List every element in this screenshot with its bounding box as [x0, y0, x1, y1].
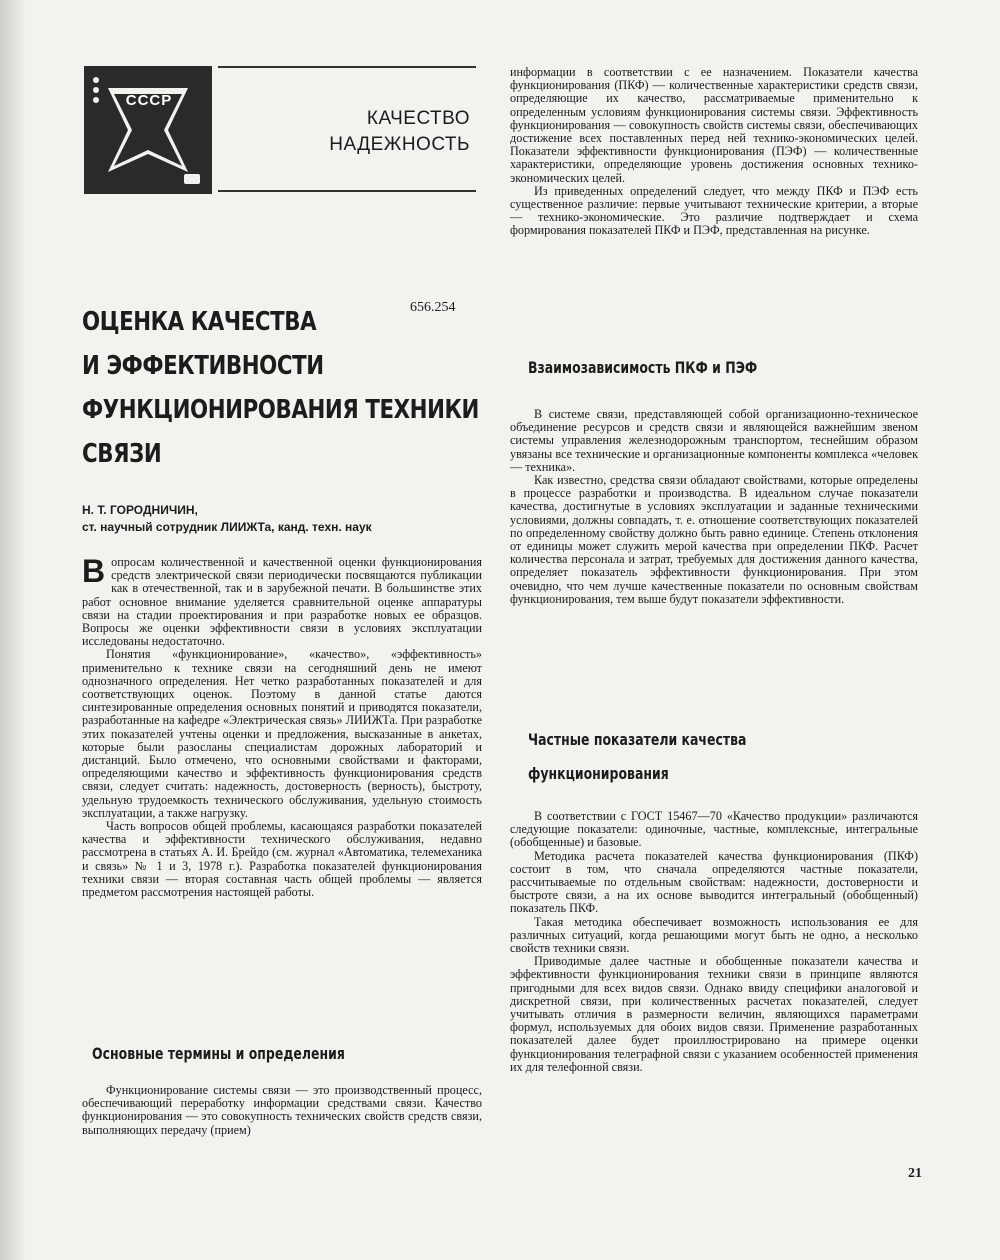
author-block [82, 502, 372, 536]
paragraph: Понятия «функционирование», «качество», «эффективность» применительно к технике связи на сегодняшний день не имеют однозначного определения. Нет четко разработанных показателей и для соответствующих оценок. Поэтому в данной статье даются синтезированные определения основных понятий и приводятся показатели, разработанные на кафедре «Электрическая связь» ЛИИЖТа. При разработке этих показателей учтены оценки и предложения, высказанные в анкетах, которые были разосланы специалистам дорожных лабораторий и дистанций. Было отмечено, что основными свойствами и факторами, определяющими качество и эффективность функционирования средств связи, следует считать: надежность, достоверность (верность), быстроту, удельную трудоемкость технического обслуживания, удельную стоимость эксплуатации, а также нагрузку. [82, 647, 482, 820]
udc-code: 656.254 [410, 300, 456, 315]
paragraph: информации в соответствии с ее назначением. Показатели качества функционирования (ПКФ) — количественные характеристики средств связи, определяющие их качество, рассматриваемые применительно к определенным условиям функционирования системы связи. Эффективность функционирования — совокупность свойств системы связи, обеспечивающих достижение всех поставленных перед ней технико-экономических целей. Показатели эффективности функционирования (ПЭФ) — количественные характеристики, определяющие уровень достижения основных технико-экономических целей. [510, 65, 918, 185]
paragraph: Такая методика обеспечивает возможность использования ее для различных ситуаций, когда решающими могут быть не одно, а несколько свойств техники связи. [510, 914, 918, 956]
section-heading-interdependence: Взаимозависимость ПКФ и ПЭФ [528, 358, 758, 377]
paragraph: В соответствии с ГОСТ 15467—70 «Качество продукции» различаются следующие показатели: одиночные, частные, комплексные, интегральные (обобщенные) и базовые. [510, 809, 918, 850]
rubric [300, 106, 470, 158]
quality-mark-logo [84, 66, 212, 194]
section-heading-partial-line-1: Частные показатели качества [528, 730, 747, 749]
title-line: И ЭФФЕКТИВНОСТИ [82, 351, 324, 381]
paragraph: Функционирование системы связи — это производственный процесс, обеспечивающий переработку информации средствами связи. Качество функционирования — это совокупность технических свойств средств связи, выполняющих передачу (прием) [82, 1083, 482, 1137]
header-rule-bottom [218, 190, 476, 192]
section-heading-terms: Основные термины и определения [92, 1044, 345, 1063]
author-affiliation: ст. научный сотрудник ЛИИЖТа, канд. техн. наук [82, 520, 372, 534]
author-name: Н. Т. ГОРОДНИЧИН, [82, 503, 198, 517]
title-line: ФУНКЦИОНИРОВАНИЯ ТЕХНИКИ [82, 395, 479, 425]
paragraph: В системе связи, представляющей собой организационно-техническое объединение ресурсов и средств связи и являющейся важнейшим звеном системы управления железнодорожным транспортом, теснейшим образом увязаны все технические и организационные компоненты комплекса «человек — техника». [510, 407, 918, 474]
column-right-bottom [510, 810, 918, 1074]
column-left-top [82, 553, 482, 900]
section-heading-partial-line-2: функционирования [528, 764, 669, 783]
column-right-middle [510, 408, 918, 606]
page-gutter-shadow [0, 0, 26, 1260]
logo-text: СССР [125, 92, 173, 109]
rubric-line-2: НАДЕЖНОСТЬ [329, 134, 470, 155]
paragraph: Из приведенных определений следует, что между ПКФ и ПЭФ есть существенное различие: первые учитывают технические критерии, а вторые — технико-экономические. Это различие подтверждает и схема формирования показателей ПКФ и ПЭФ, представленная на рисунке. [510, 183, 918, 238]
paragraph: Приводимые далее частные и обобщенные показатели качества и эффективности функционирования техники связи в принципе являются пригодными для всех видов связи. Однако ввиду специфики аналоговой и дискретной связи, при количественных расчетах показателей, следует учитывать отличия в размерности величин, являющихся параметрами формул, используемых для обоих видов связи. Применение разработанных показателей далее будет проиллюстрировано на примере оценки функционирования телеграфной связи с указанием особенностей применения их для телефонной связи. [510, 954, 918, 1074]
column-right-top [510, 66, 918, 238]
paragraph: Как известно, средства связи обладают свойствами, которые определены в процессе разработки и производства. В идеальном случае показатели качества, достигнутые в условиях эксплуатации и заданные техническими условиями, должны совпадать, т. е. отношение соответствующих показателей по определенному свойству должно быть равно единице. Степень отклонения от единицы может служить мерой качества при определении ПКФ. Расчет количества персонала и затрат, требуемых для достижения данного качества, определяет показатель эффективности функционирования. При этом очевидно, что чем лучше качественные показатели по основным свойствам функционирования, тем выше будут показатели эффективности. [510, 473, 918, 606]
paragraph: Вопросам количественной и качественной оценки функционирования средств электрической связи периодически посвящаются публикации как в отечественной, так и в зарубежной печати. В большинстве этих работ основное внимание уделяется сравнительной оценке аппаратуры связи на стадии проектирования и при разработке новых ее образцов. Вопросы же оценки эффективности связи в условиях эксплуатации исследованы недостаточно. [82, 553, 482, 649]
rubric-line-1: КАЧЕСТВО [366, 108, 470, 129]
quality-mark-star-icon [84, 66, 212, 194]
column-left-bottom [82, 1084, 482, 1137]
title-line: ОЦЕНКА КАЧЕСТВА [82, 307, 317, 337]
paragraph: Методика расчета показателей качества функционирования (ПКФ) состоит в том, что сначала определяются частные показатели, рассчитываемые по отдельным свойствам: надежности, достоверности и быстроте связи, а на их основе выводится интегральный (обобщенный) показатель ПКФ. [510, 848, 918, 916]
header-rule-top [218, 66, 476, 68]
paragraph: Часть вопросов общей проблемы, касающаяся разработки показателей качества и эффективности технического обслуживания, недавно рассмотрена в статьях А. И. Брейдо (см. журнал «Автоматика, телемеханика и связь» № 1 и 3, 1978 г.). Разработка показателей функционирования техники связи — вторая составная часть общей проблемы — является предметом рассмотрения настоящей работы. [82, 819, 482, 900]
drop-cap: В [82, 553, 106, 589]
page-number: 21 [908, 1166, 922, 1181]
title-line: СВЯЗИ [82, 439, 162, 469]
